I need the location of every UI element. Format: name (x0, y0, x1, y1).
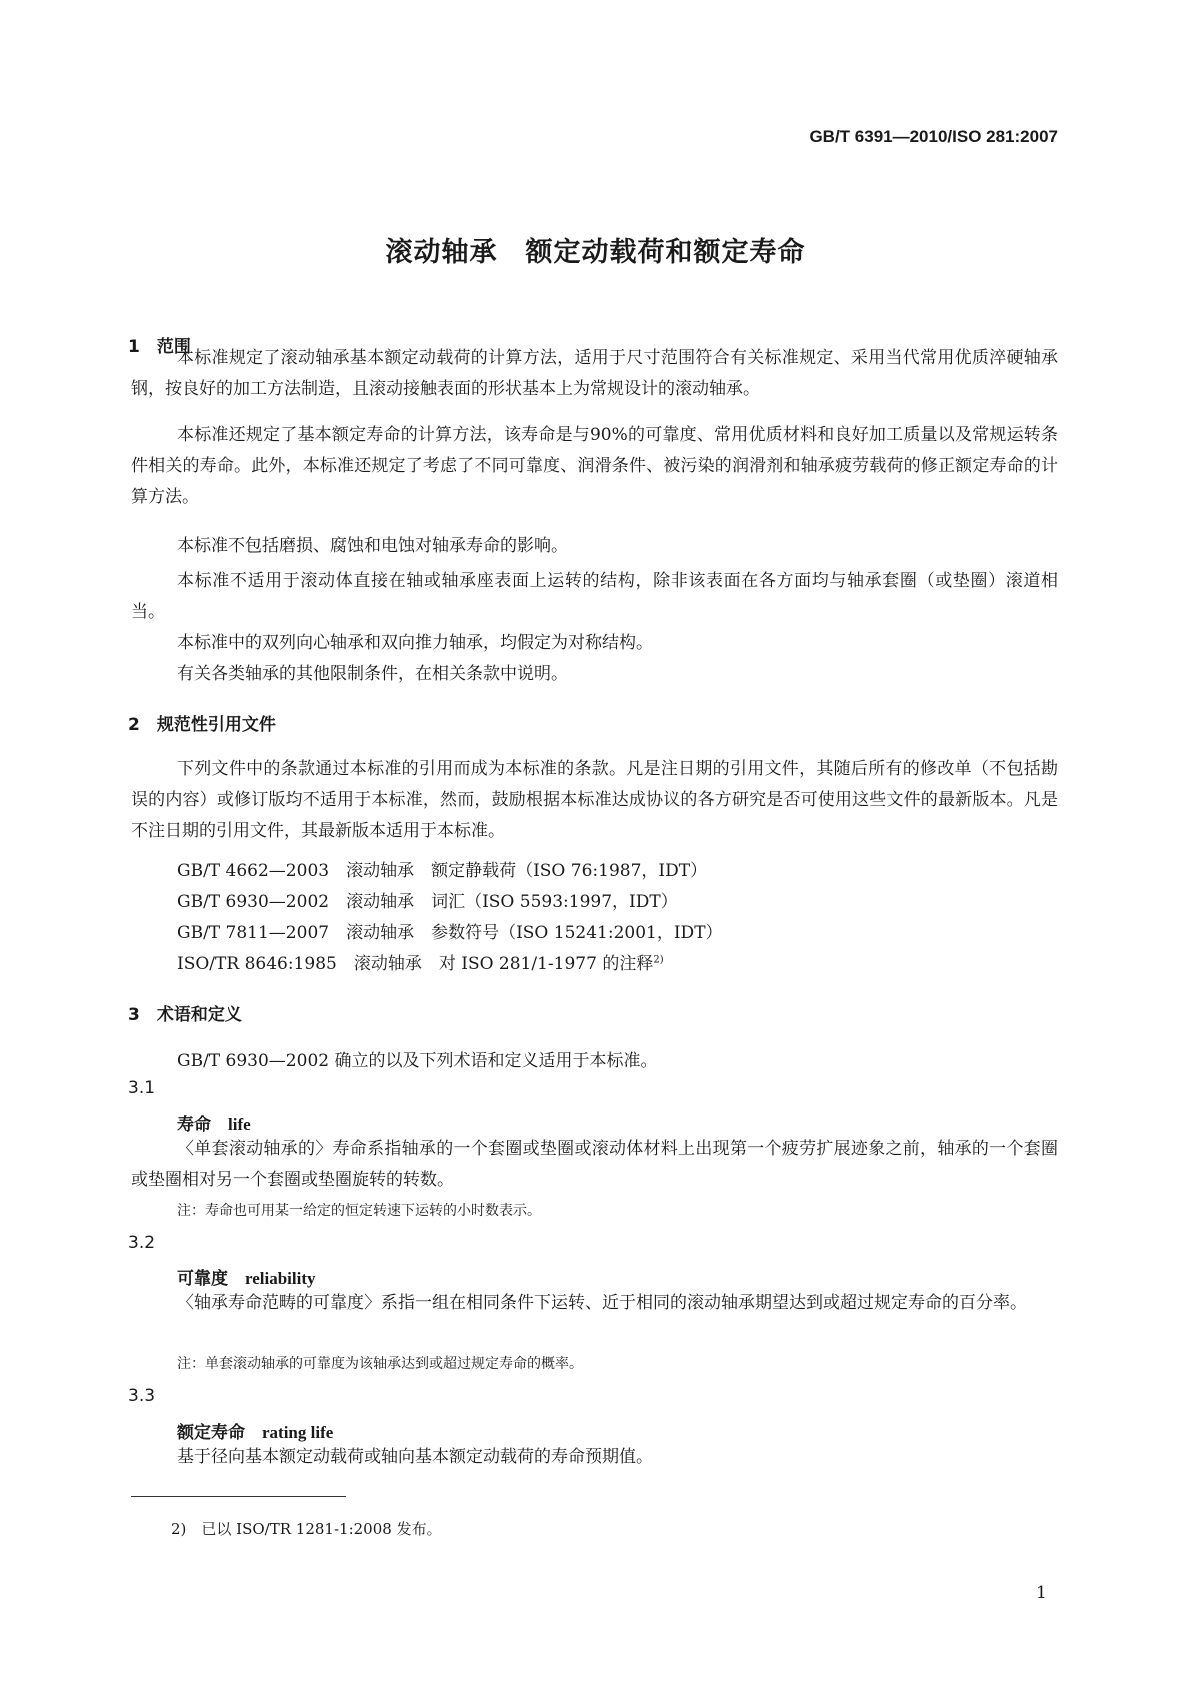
clause-number: 3.1 (128, 1078, 156, 1098)
paragraph: 本标准不适用于滚动体直接在轴或轴承座表面上运转的结构，除非该表面在各方面均与轴承套圈（或垫圈）滚道相当。 (131, 571, 1058, 622)
term-en: rating life (262, 1423, 334, 1442)
clause-number: 3.2 (128, 1233, 156, 1253)
footnote-mark: 2) (653, 954, 664, 966)
reference-text: ISO/TR 8646:1985 滚动轴承 对 ISO 281/1-1977 的注释 (177, 954, 654, 974)
term-zh: 寿命 (177, 1115, 211, 1135)
section-heading-scope: 1 范围 (128, 337, 191, 357)
paragraph: 本标准中的双列向心轴承和双向推力轴承，均假定为对称结构。 (177, 633, 653, 653)
term-life (177, 1110, 251, 1135)
paragraph: 下列文件中的条款通过本标准的引用而成为本标准的条款。凡是注日期的引用文件，其随后所有的修改单（不包括勘误的内容）或修订版均不适用于本标准，然而，鼓励根据本标准达成协议的各方研究是否可使用这些文件的最新版本。凡是不注日期的引用文件，其最新版本适用于本标准。 (131, 759, 1058, 841)
document-title: 滚动轴承 额定动载荷和额定寿命 (385, 237, 806, 268)
definition: 〈轴承寿命范畴的可靠度〉系指一组在相同条件下运转、近于相同的滚动轴承期望达到或超过规定寿命的百分率。 (177, 1293, 1027, 1313)
paragraph: 有关各类轴承的其他限制条件，在相关条款中说明。 (177, 664, 568, 684)
note: 注：寿命也可用某一给定的恒定转速下运转的小时数表示。 (177, 1203, 541, 1219)
note: 注：单套滚动轴承的可靠度为该轴承达到或超过规定寿命的概率。 (177, 1356, 583, 1372)
clause-number: 3.3 (128, 1386, 156, 1406)
reference-item: GB/T 7811—2007 滚动轴承 参数符号（ISO 15241:2001，IDT） (177, 923, 723, 943)
reference-item: GB/T 4662—2003 滚动轴承 额定静载荷（ISO 76:1987，IDT） (177, 861, 708, 881)
term-zh: 额定寿命 (177, 1423, 245, 1443)
term-reliability (177, 1264, 316, 1289)
term-en: reliability (245, 1269, 316, 1288)
definition: 基于径向基本额定动载荷或轴向基本额定动载荷的寿命预期值。 (177, 1447, 653, 1467)
terms-intro: GB/T 6930—2002 确立的以及下列术语和定义适用于本标准。 (177, 1051, 658, 1071)
definition: 〈单套滚动轴承的〉寿命系指轴承的一个套圈或垫圈或滚动体材料上出现第一个疲劳扩展迹象之前，轴承的一个套圈或垫圈相对另一个套圈或垫圈旋转的转数。 (131, 1139, 1058, 1190)
paragraph: 本标准还规定了基本额定寿命的计算方法，该寿命是与90%的可靠度、常用优质材料和良好加工质量以及常规运转条件相关的寿命。此外，本标准还规定了考虑了不同可靠度、润滑条件、被污染的润滑剂和轴承疲劳载荷的修正额定寿命的计算方法。 (131, 425, 1058, 507)
section-heading-terms-definitions: 3 术语和定义 (128, 1005, 242, 1025)
paragraph: 本标准规定了滚动轴承基本额定动载荷的计算方法，适用于尺寸范围符合有关标准规定、采用当代常用优质淬硬轴承钢，按良好的加工方法制造，且滚动接触表面的形状基本上为常规设计的滚动轴承。 (131, 348, 1058, 399)
term-rating-life (177, 1418, 333, 1443)
section-heading-normative-references: 2 规范性引用文件 (128, 715, 276, 735)
term-en: life (228, 1115, 251, 1134)
reference-item (177, 949, 664, 974)
standard-code: GB/T 6391—2010/ISO 281:2007 (809, 127, 1058, 146)
term-zh: 可靠度 (177, 1269, 228, 1289)
page-number: 1 (1036, 1583, 1047, 1603)
reference-item: GB/T 6930—2002 滚动轴承 词汇（ISO 5593:1997，IDT） (177, 892, 678, 912)
paragraph: 本标准不包括磨损、腐蚀和电蚀对轴承寿命的影响。 (177, 536, 568, 556)
footnote: 2) 已以 ISO/TR 1281-1:2008 发布。 (171, 1520, 442, 1538)
footnote-divider (131, 1496, 346, 1497)
